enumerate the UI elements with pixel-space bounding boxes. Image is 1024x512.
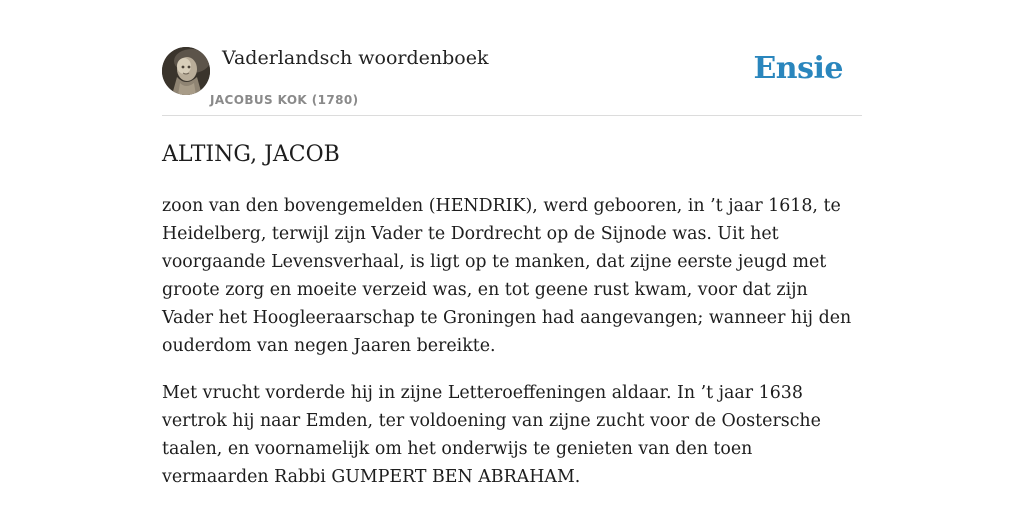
page-header xyxy=(162,0,862,116)
author-portrait-avatar[interactable] xyxy=(162,47,210,95)
ensie-logo[interactable]: Ensie xyxy=(753,51,843,86)
dictionary-title[interactable]: Vaderlandsch woordenboek xyxy=(222,47,489,69)
dictionary-author: JACOBUS KOK (1780) xyxy=(210,93,359,107)
entry-paragraph-2: Met vrucht vorderde hij in zijne Letteroeffeningen aldaar. In ’t jaar 1638 vertrok hij naar Emden, ter voldoening van zijne zucht voor de Oostersche taalen, en voornamelijk om het onderwijs te genieten van den toen vermaarden Rabbi GUMPERT BEN ABRAHAM. xyxy=(162,383,821,487)
entry-body xyxy=(162,192,864,510)
entry-title: ALTING, JACOB xyxy=(162,142,340,167)
entry-paragraph-1: zoon van den bovengemelden (HENDRIK), werd gebooren, in ’t jaar 1618, te Heidelberg, terwijl zijn Vader te Dordrecht op de Sijnode was. Uit het voorgaande Levensverhaal, is ligt op te manken, dat zijne eerste jeugd met groote zorg en moeite verzeid was, en tot geene rust kwam, voor dat zijn Vader het Hoogleeraarschap te Groningen had aangevangen; wanneer hij den ouderdom van negen Jaaren bereikte. xyxy=(162,196,852,356)
portrait-avatar-icon xyxy=(162,47,210,95)
